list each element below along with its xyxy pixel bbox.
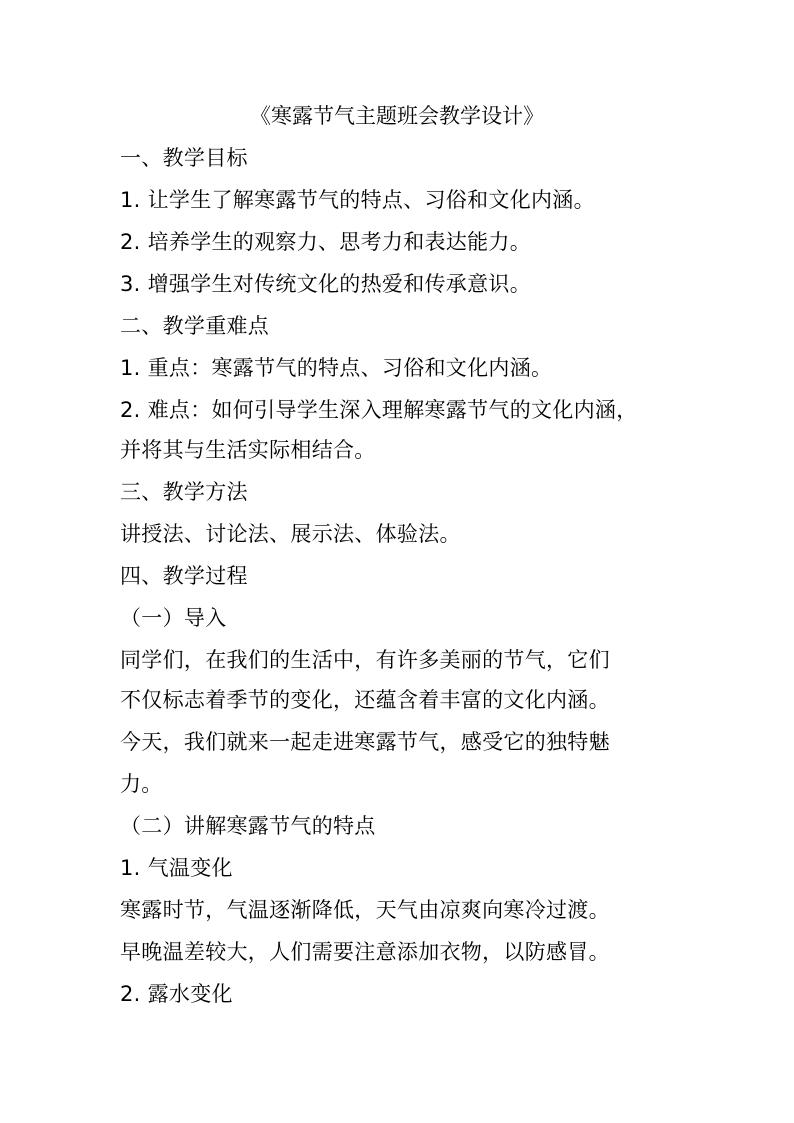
- introduction-paragraph-line-1: 同学们，在我们的生活中，有许多美丽的节气，它们: [120, 648, 610, 672]
- introduction-paragraph-line-4: 力。: [120, 772, 163, 796]
- subheading-features: （二）讲解寒露节气的特点: [120, 814, 376, 838]
- goal-item-2: 2. 培养学生的观察力、思考力和表达能力。: [120, 230, 532, 254]
- document-title: 《寒露节气主题班会教学设计》: [250, 104, 544, 128]
- key-point-item-2: 2. 难点：如何引导学生深入理解寒露节气的文化内涵，: [120, 398, 638, 422]
- goal-item-3: 3. 增强学生对传统文化的热爱和传承意识。: [120, 272, 532, 296]
- subheading-introduction: （一）导入: [120, 606, 227, 630]
- heading-teaching-process: 四、教学过程: [120, 564, 248, 588]
- heading-key-points: 二、教学重难点: [120, 314, 270, 338]
- introduction-paragraph-line-3: 今天，我们就来一起走进寒露节气，感受它的独特魅: [120, 730, 610, 754]
- methods-text: 讲授法、讨论法、展示法、体验法。: [120, 522, 461, 546]
- feature-item-2-heading: 2. 露水变化: [120, 982, 233, 1006]
- heading-teaching-methods: 三、教学方法: [120, 480, 248, 504]
- introduction-paragraph-line-2: 不仅标志着季节的变化，还蕴含着丰富的文化内涵。: [120, 688, 610, 712]
- key-point-item-1: 1. 重点：寒露节气的特点、习俗和文化内涵。: [120, 356, 553, 380]
- key-point-item-2-continued: 并将其与生活实际相结合。: [120, 438, 376, 462]
- goal-item-1: 1. 让学生了解寒露节气的特点、习俗和文化内涵。: [120, 188, 595, 212]
- feature-item-1-heading: 1. 气温变化: [120, 856, 233, 880]
- heading-teaching-goals: 一、教学目标: [120, 146, 248, 170]
- feature-item-1-text-line-1: 寒露时节，气温逐渐降低，天气由凉爽向寒冷过渡。: [120, 898, 610, 922]
- feature-item-1-text-line-2: 早晚温差较大，人们需要注意添加衣物，以防感冒。: [120, 940, 610, 964]
